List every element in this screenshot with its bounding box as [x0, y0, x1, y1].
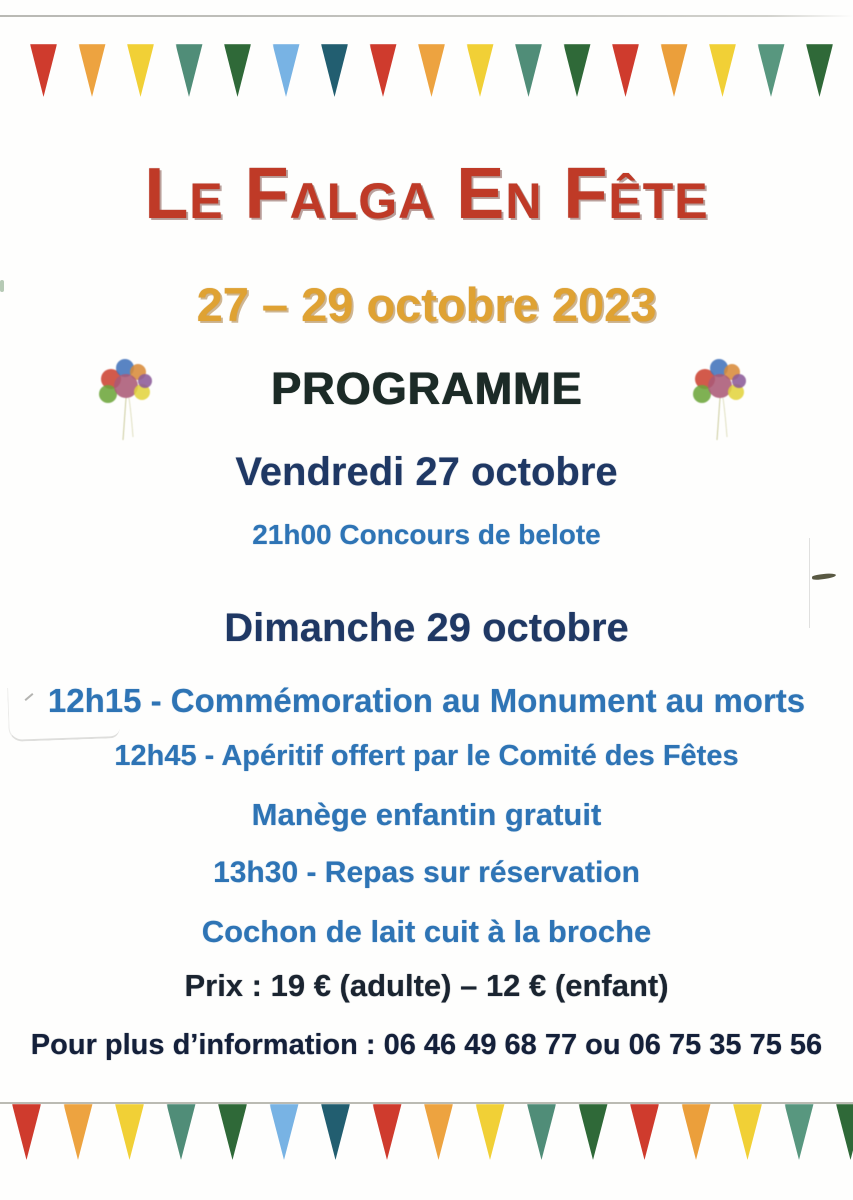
balloons-right	[692, 358, 754, 448]
pennant-flag	[527, 1104, 556, 1160]
pennant-flag	[167, 1104, 196, 1160]
friday-heading: Vendredi 27 octobre	[235, 450, 618, 494]
pennant-flag	[30, 44, 57, 97]
pennant-flag	[321, 44, 348, 97]
bunting-bottom	[12, 1104, 853, 1162]
pennant-flag	[64, 1104, 93, 1160]
programme-heading: PROGRAMME	[270, 363, 583, 414]
pennant-flag	[579, 1104, 608, 1160]
sunday-item-repas: 13h30 - Repas sur réservation	[213, 856, 640, 889]
pennant-flag	[785, 1104, 814, 1160]
friday-item: 21h00 Concours de belote	[252, 519, 601, 550]
pennant-flag	[79, 44, 106, 97]
pennant-flag	[176, 44, 203, 97]
price-line: Prix : 19 € (adulte) – 12 € (enfant)	[184, 968, 669, 1003]
info-line: Pour plus d’information : 06 46 49 68 77 ou 06 75 35 75 56	[30, 1029, 823, 1061]
sunday-item-commemoration: 12h15 - Commémoration au Monument au morts	[47, 682, 806, 719]
pennant-flag	[709, 44, 736, 97]
pennant-flag	[115, 1104, 144, 1160]
sunday-item-cochon: Cochon de lait cuit à la broche	[201, 914, 652, 949]
pennant-flag	[224, 44, 251, 97]
pennant-flag	[321, 1104, 350, 1160]
sunday-heading: Dimanche 29 octobre	[224, 606, 629, 650]
bunting-string	[0, 1102, 853, 1104]
pennant-flag	[476, 1104, 505, 1160]
pennant-flag	[12, 1104, 41, 1160]
scan-artifact-top-line	[0, 15, 853, 17]
pennant-flag	[270, 1104, 299, 1160]
pennant-flag	[370, 44, 397, 97]
balloon-cluster-icon	[692, 358, 754, 448]
pennant-flag	[418, 44, 445, 97]
bunting-top	[30, 44, 833, 100]
pennant-flag	[758, 44, 785, 97]
pennant-flag	[218, 1104, 247, 1160]
poster-title: Le Falga En Fête	[144, 154, 709, 234]
pennant-flag	[612, 44, 639, 97]
poster-dates: 27 – 29 octobre 2023	[196, 278, 657, 331]
pennant-flag	[424, 1104, 453, 1160]
pennant-flag	[273, 44, 300, 97]
pennant-flag	[564, 44, 591, 97]
sunday-item-manege: Manège enfantin gratuit	[251, 797, 602, 832]
sunday-item-aperitif: 12h45 - Apéritif offert par le Comité des Fêtes	[114, 740, 739, 772]
pennant-flag	[682, 1104, 711, 1160]
pennant-flag	[127, 44, 154, 97]
pennant-flag	[467, 44, 494, 97]
pennant-flag	[661, 44, 688, 97]
pennant-flag	[733, 1104, 762, 1160]
pennant-flag	[515, 44, 542, 97]
pennant-flag	[373, 1104, 402, 1160]
pennant-flag	[806, 44, 833, 97]
pennant-flag	[836, 1104, 853, 1160]
pennant-flag	[630, 1104, 659, 1160]
scan-artifact-dash	[812, 573, 836, 581]
